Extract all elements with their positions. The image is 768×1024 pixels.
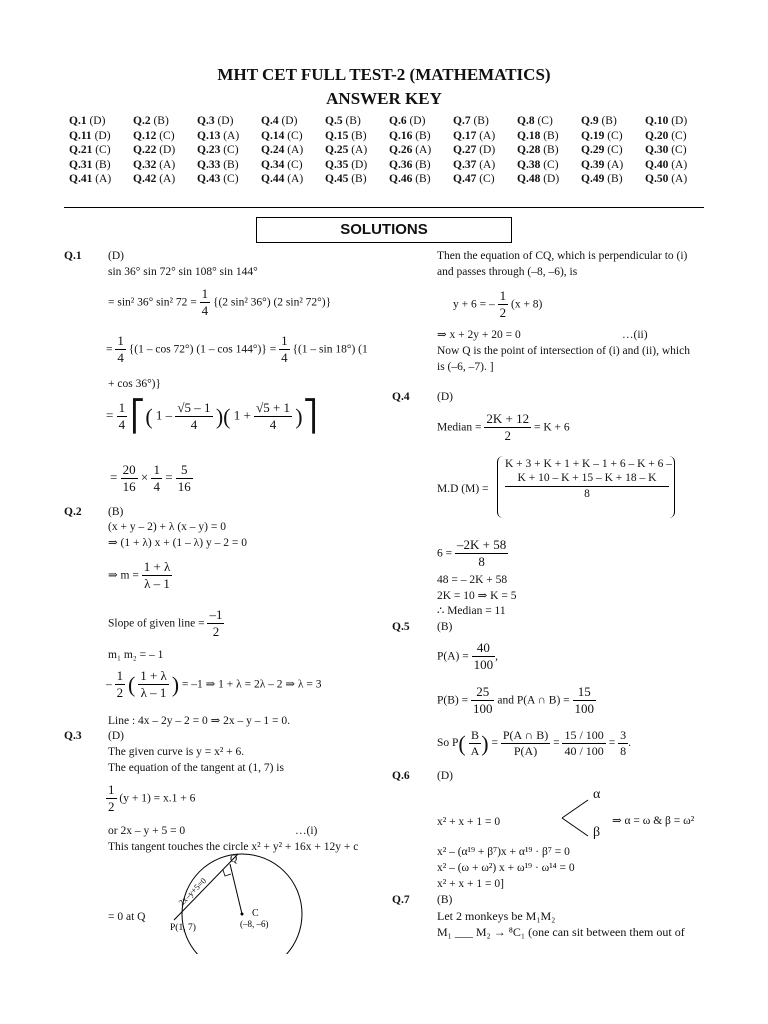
- question-number: Q.28: [517, 144, 541, 157]
- q3-cont-line: Then the equation of CQ, which is perpendicular to (i): [437, 250, 688, 262]
- answer-key-cell: [197, 158, 261, 173]
- answer-option: (B): [351, 129, 367, 142]
- page-subtitle: ANSWER KEY: [326, 89, 442, 108]
- question-number: Q.27: [453, 144, 477, 157]
- q4-md-numerator: K + 3 + K + 1 + K – 1 + 6 – K + 6 – K + 10 – K + 15 – K + 18 – K 8: [505, 458, 673, 500]
- q2-line: Line : 4x – 2y – 2 = 0 ⇒ 2x – y – 1 = 0.: [108, 715, 291, 727]
- circle: [182, 854, 302, 954]
- right-angle-mark: [223, 870, 231, 876]
- answer-key-cell: [325, 172, 389, 187]
- q3-line: The equation of the tangent at (1, 7) is: [108, 762, 284, 774]
- answer-option: (D): [351, 158, 368, 171]
- alpha-label: α: [593, 787, 601, 802]
- point-p-label: P(1, 7): [170, 923, 196, 933]
- answer-option: (D): [89, 115, 106, 128]
- q1-step: = sin² 36° sin² 72 = $\frac{1}{4}$ {(2 sin² 36°) (2 sin² 72°)}: [108, 286, 332, 319]
- fraction: $\frac{1}{4}$: [153, 462, 160, 495]
- answer-option: (C): [95, 144, 111, 157]
- q6-answer: (D): [437, 770, 453, 782]
- answer-key-cell: [389, 114, 453, 129]
- answer-option: (C): [607, 129, 623, 142]
- question-number: Q.31: [69, 158, 93, 171]
- fraction: $\frac{1 + \lambda}{\lambda - 1}$: [143, 559, 171, 592]
- divider: [64, 207, 704, 208]
- q1-result: = $\frac{20}{16}$ × $\frac{1}{4}$ = $\frac{5}{16}$: [110, 462, 191, 495]
- question-number: Q.42: [133, 173, 157, 186]
- q3-line: = 0 at Q: [108, 911, 146, 923]
- answer-key-cell: [517, 129, 581, 144]
- radius-line: [230, 864, 242, 914]
- question-number: Q.50: [645, 173, 669, 186]
- beta-label: β: [593, 825, 601, 840]
- q2-number: Q.2: [64, 506, 82, 518]
- answer-key-row: [69, 158, 709, 173]
- question-number: Q.47: [453, 173, 477, 186]
- q6-line: x² + x + 1 = 0: [437, 816, 501, 828]
- fraction: $\frac{-2K + 58}{8}$: [457, 537, 507, 570]
- answer-key-cell: [69, 129, 133, 144]
- q2-line: m₁ m₂ = – 1: [108, 649, 164, 661]
- question-number: Q.21: [69, 144, 93, 157]
- fraction: $\frac{15}{100}$: [574, 684, 595, 717]
- answer-key-cell: [645, 114, 709, 129]
- fraction: $\frac{√5 - 1}{4}$: [177, 400, 211, 433]
- fraction: $\frac{20}{16}$: [122, 462, 136, 495]
- answer-option: (B): [607, 173, 623, 186]
- question-number: Q.24: [261, 144, 285, 157]
- question-number: Q.4: [261, 115, 279, 128]
- answer-key-cell: [453, 129, 517, 144]
- answer-key-cell: [517, 158, 581, 173]
- q5-step: P(B) = $\frac{25}{100}$ and P(A ∩ B) = $\frac{15}{100}$: [437, 684, 595, 717]
- answer-key-cell: [389, 172, 453, 187]
- answer-key-cell: [453, 172, 517, 187]
- question-number: Q.23: [197, 144, 221, 157]
- question-number: Q.46: [389, 173, 413, 186]
- q2-step: – $\frac{1}{2}$ ( $\frac{1 + \lambda}{\lambda - 1}$ ) = –1 ⇒ 1 + λ = 2λ – 2 ⇒ λ = 3: [106, 668, 322, 701]
- answer-option: (C): [287, 158, 303, 171]
- answer-key-cell: [581, 114, 645, 129]
- answer-key-cell: [197, 129, 261, 144]
- question-number: Q.17: [453, 129, 477, 142]
- answer-option: (C): [537, 115, 553, 128]
- question-number: Q.12: [133, 129, 157, 142]
- q4-line: ∴ Median = 11: [437, 605, 506, 617]
- fraction: $\frac{1}{2}$: [108, 782, 115, 815]
- q3-eqref: …(i): [295, 825, 318, 837]
- answer-option: (C): [223, 144, 239, 157]
- page-title: MHT CET FULL TEST-2 (MATHEMATICS): [217, 65, 551, 84]
- center-coord-label: (–8, –6): [240, 919, 269, 929]
- answer-option: (A): [671, 158, 688, 171]
- fraction: $\frac{1}{4}$: [201, 286, 209, 319]
- answer-key-cell: [581, 143, 645, 158]
- answer-option: (D): [479, 144, 496, 157]
- q4-step: Median = $\frac{2K + 12}{2}$ = K + 6: [437, 411, 570, 444]
- q4-number: Q.4: [392, 391, 410, 403]
- answer-option: (B): [415, 129, 431, 142]
- question-number: Q.26: [389, 144, 413, 157]
- answer-option: (B): [543, 129, 559, 142]
- answer-option: (B): [473, 115, 489, 128]
- q2-line: ⇒ (1 + λ) x + (1 – λ) y – 2 = 0: [108, 537, 247, 549]
- question-number: Q.41: [69, 173, 93, 186]
- q4-line: 48 = – 2K + 58: [437, 574, 508, 586]
- answer-key-cell: [325, 129, 389, 144]
- answer-key-cell: [453, 158, 517, 173]
- point-q-label: Q: [230, 854, 238, 865]
- answer-option: (D): [409, 115, 426, 128]
- question-number: Q.2: [133, 115, 151, 128]
- q4-step: 6 = $\frac{-2K + 58}{8}$: [437, 537, 507, 570]
- q3-cont-step: y + 6 = – $\frac{1}{2}$ (x + 8): [453, 288, 543, 321]
- question-number: Q.3: [197, 115, 215, 128]
- q3-cont-line: and passes through (–8, –6), is: [437, 266, 578, 278]
- question-number: Q.29: [581, 144, 605, 157]
- answer-key-cell: [581, 129, 645, 144]
- question-number: Q.5: [325, 115, 343, 128]
- question-number: Q.13: [197, 129, 221, 142]
- q1-step: = $\frac{1}{4}$ ⎡( 1 – $\frac{√5 - 1}{4}$ )( 1 + $\frac{√5 + 1}{4}$ )⎤: [106, 400, 318, 433]
- question-number: Q.35: [325, 158, 349, 171]
- q1-answer: (D): [108, 250, 124, 262]
- answer-key-cell: [389, 129, 453, 144]
- fraction: $\frac{√5 + 1}{4}$: [256, 400, 291, 433]
- question-number: Q.18: [517, 129, 541, 142]
- solutions-heading: SOLUTIONS: [256, 217, 512, 243]
- answer-key-cell: [325, 143, 389, 158]
- q3-cont-line: is (–6, –7). ]: [437, 361, 494, 373]
- q4-md-label: M.D (M) =: [437, 483, 489, 495]
- answer-key-table: [69, 114, 709, 187]
- answer-key-cell: [261, 143, 325, 158]
- fraction: $\frac{1}{2}$: [499, 288, 507, 321]
- answer-option: (D): [281, 115, 298, 128]
- q1-number: Q.1: [64, 250, 82, 262]
- fraction: $\frac{P(A \cap B)}{P(A)}$: [502, 728, 549, 758]
- point-c-label: C: [252, 908, 259, 919]
- question-number: Q.40: [645, 158, 669, 171]
- question-number: Q.16: [389, 129, 413, 142]
- q7-number: Q.7: [392, 894, 410, 906]
- answer-option: (B): [223, 158, 239, 171]
- q5-step: So P( $\frac{B}{A}$ ) = $\frac{P(A \cap B)}{P(A)}$ = $\frac{15 / 100}{40 / 100}$ = $\frac{3}{8}$ .: [437, 728, 631, 758]
- q3-answer: (D): [108, 730, 124, 742]
- answer-key-cell: [645, 158, 709, 173]
- question-number: Q.37: [453, 158, 477, 171]
- fraction: $\frac{1}{4}$: [281, 333, 288, 366]
- answer-key-cell: [453, 114, 517, 129]
- answer-key-cell: [261, 172, 325, 187]
- question-number: Q.38: [517, 158, 541, 171]
- answer-key-cell: [389, 158, 453, 173]
- q4-answer: (D): [437, 391, 453, 403]
- answer-option: (B): [543, 144, 559, 157]
- question-number: Q.39: [581, 158, 605, 171]
- question-number: Q.11: [69, 129, 92, 142]
- question-number: Q.45: [325, 173, 349, 186]
- answer-option: (A): [223, 129, 240, 142]
- q2-line: (x + y – 2) + λ (x – y) = 0: [108, 521, 226, 533]
- answer-option: (A): [159, 158, 176, 171]
- q5-number: Q.5: [392, 621, 410, 633]
- answer-key-cell: [581, 158, 645, 173]
- question-number: Q.1: [69, 115, 87, 128]
- question-number: Q.25: [325, 144, 349, 157]
- q3-line: This tangent touches the circle x² + y² + 16x + 12y + c: [108, 841, 359, 853]
- q3-cont-line: Now Q is the point of intersection of (i) and (ii), which: [437, 345, 690, 357]
- q1-line: sin 36° sin 72° sin 108° sin 144°: [108, 266, 258, 278]
- question-number: Q.49: [581, 173, 605, 186]
- answer-option: (A): [351, 144, 368, 157]
- answer-option: (C): [479, 173, 495, 186]
- answer-option: (C): [671, 129, 687, 142]
- answer-key-cell: [325, 114, 389, 129]
- fraction: $\frac{B}{A}$: [470, 728, 480, 758]
- question-number: Q.34: [261, 158, 285, 171]
- answer-key-cell: [517, 143, 581, 158]
- question-number: Q.10: [645, 115, 669, 128]
- answer-option: (D): [159, 144, 176, 157]
- answer-option: (C): [671, 144, 687, 157]
- question-number: Q.7: [453, 115, 471, 128]
- question-number: Q.44: [261, 173, 285, 186]
- answer-option: (A): [159, 173, 176, 186]
- answer-key-cell: [133, 143, 197, 158]
- answer-key-cell: [133, 114, 197, 129]
- answer-key-cell: [389, 143, 453, 158]
- answer-key-cell: [517, 114, 581, 129]
- answer-option: (B): [601, 115, 617, 128]
- answer-option: (B): [153, 115, 169, 128]
- fraction: $\frac{1 + \lambda}{\lambda - 1}$: [140, 668, 167, 701]
- question-number: Q.9: [581, 115, 599, 128]
- answer-option: (B): [351, 173, 367, 186]
- question-number: Q.22: [133, 144, 157, 157]
- fraction: $\frac{15 / 100}{40 / 100}$: [564, 728, 604, 758]
- question-number: Q.32: [133, 158, 157, 171]
- q7-line: M₁ ___ M₂ → ⁸C₁ (one can sit between them out of: [437, 925, 685, 939]
- q6-number: Q.6: [392, 770, 410, 782]
- center-point: [241, 913, 244, 916]
- question-number: Q.43: [197, 173, 221, 186]
- answer-key-cell: [261, 114, 325, 129]
- branch-up: [562, 800, 588, 818]
- answer-key-cell: [69, 114, 133, 129]
- answer-key-cell: [197, 172, 261, 187]
- tangent-circle-figure: [160, 848, 320, 954]
- q2-answer: (B): [108, 506, 124, 518]
- q3-line: The given curve is y = x² + 6.: [108, 746, 245, 758]
- question-number: Q.6: [389, 115, 407, 128]
- answer-option: (D): [94, 129, 111, 142]
- q7-answer: (B): [437, 894, 453, 906]
- answer-key-row: [69, 143, 709, 158]
- answer-option: (C): [607, 144, 623, 157]
- answer-key-row: [69, 172, 709, 187]
- q3-number: Q.3: [64, 730, 82, 742]
- answer-key-cell: [197, 143, 261, 158]
- q3-cont-line: ⇒ x + 2y + 20 = 0: [437, 329, 521, 341]
- question-number: Q.33: [197, 158, 221, 171]
- answer-option: (B): [415, 158, 431, 171]
- q2-step: ⇒ m = $\frac{1 + \lambda}{\lambda - 1}$: [108, 559, 171, 592]
- answer-key-row: [69, 114, 709, 129]
- fraction: $\frac{-1}{2}$: [209, 607, 223, 640]
- answer-key-cell: [133, 172, 197, 187]
- answer-key-cell: [69, 143, 133, 158]
- fraction: $\frac{1}{4}$: [117, 333, 124, 366]
- q3-step: $\frac{1}{2}$ (y + 1) = x.1 + 6: [108, 782, 196, 815]
- answer-option: (A): [671, 173, 688, 186]
- answer-option: (C): [159, 129, 175, 142]
- answer-key-cell: [69, 158, 133, 173]
- answer-key-cell: [645, 172, 709, 187]
- answer-option: (A): [607, 158, 624, 171]
- answer-key-cell: [325, 158, 389, 173]
- q3-line: or 2x – y + 5 = 0: [108, 825, 186, 837]
- answer-option: (C): [287, 129, 303, 142]
- tangent-label: 2x–y+5=0: [176, 875, 209, 908]
- tangent-line: [174, 854, 238, 920]
- q7-line: Let 2 monkeys be M₁M₂: [437, 909, 556, 923]
- q1-line: + cos 36°)}: [108, 378, 162, 390]
- fraction: $\frac{5}{16}$: [177, 462, 191, 495]
- answer-option: (A): [479, 129, 496, 142]
- fraction: $\frac{1}{2}$: [116, 668, 124, 701]
- answer-key-cell: [69, 172, 133, 187]
- answer-option: (C): [543, 158, 559, 171]
- q6-line: x² – (α¹⁹ + β⁷)x + α¹⁹ · β⁷ = 0: [437, 846, 570, 858]
- answer-option: (A): [287, 173, 304, 186]
- question-number: Q.20: [645, 129, 669, 142]
- question-number: Q.36: [389, 158, 413, 171]
- answer-key-cell: [517, 172, 581, 187]
- q5-answer: (B): [437, 621, 453, 633]
- q2-step: Slope of given line = $\frac{-1}{2}$: [108, 607, 223, 640]
- question-number: Q.19: [581, 129, 605, 142]
- q4-line: 2K = 10 ⇒ K = 5: [437, 590, 517, 602]
- q6-line: x² – (ω + ω²) x + ω¹⁹ · ω¹⁴ = 0: [437, 862, 575, 874]
- question-number: Q.30: [645, 144, 669, 157]
- answer-key-cell: [197, 114, 261, 129]
- answer-key-cell: [453, 143, 517, 158]
- answer-option: (B): [95, 158, 111, 171]
- question-number: Q.8: [517, 115, 535, 128]
- answer-option: (A): [415, 144, 432, 157]
- q6-line: x² + x + 1 = 0]: [437, 878, 504, 890]
- answer-key-cell: [261, 129, 325, 144]
- answer-key-cell: [261, 158, 325, 173]
- q1-step: = $\frac{1}{4}$ {(1 – cos 72°) (1 – cos 144°)} = $\frac{1}{4}$ {(1 – sin 18°) (1: [106, 333, 368, 366]
- q5-step: P(A) = $\frac{40}{100}$ ,: [437, 640, 498, 673]
- answer-key-cell: [645, 129, 709, 144]
- question-number: Q.14: [261, 129, 285, 142]
- answer-key-cell: [645, 143, 709, 158]
- branch-down: [562, 818, 588, 836]
- question-number: Q.15: [325, 129, 349, 142]
- answer-option: (D): [543, 173, 560, 186]
- fraction: $\frac{25}{100}$: [472, 684, 493, 717]
- answer-key-cell: [581, 172, 645, 187]
- fraction: $\frac{3}{8}$: [620, 728, 627, 758]
- answer-option: (D): [671, 115, 688, 128]
- answer-key-cell: [133, 129, 197, 144]
- answer-option: (B): [345, 115, 361, 128]
- answer-option: (A): [479, 158, 496, 171]
- answer-key-cell: [133, 158, 197, 173]
- fraction: $\frac{2K + 12}{2}$: [486, 411, 530, 444]
- answer-option: (D): [217, 115, 234, 128]
- answer-option: (C): [223, 173, 239, 186]
- q6-line: ⇒ α = ω & β = ω²: [612, 815, 695, 827]
- answer-option: (A): [287, 144, 304, 157]
- q3-cont-eqref: …(ii): [622, 329, 648, 341]
- question-number: Q.48: [517, 173, 541, 186]
- answer-option: (B): [415, 173, 431, 186]
- answer-option: (A): [95, 173, 112, 186]
- fraction: $\frac{40}{100}$: [473, 640, 494, 673]
- answer-key-row: [69, 129, 709, 144]
